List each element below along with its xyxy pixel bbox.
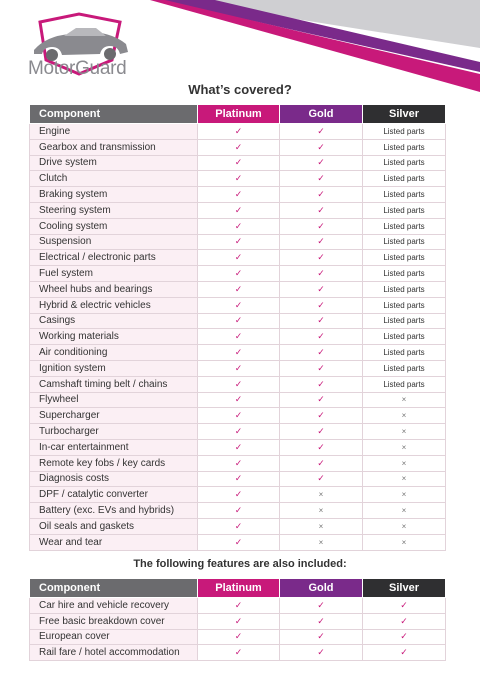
silver-cell: Listed parts <box>363 171 446 187</box>
gold-tick-icon: ✓ <box>280 266 363 282</box>
component-name: Battery (exc. EVs and hybrids) <box>30 503 198 519</box>
column-header-gold: Gold <box>280 105 363 124</box>
column-header-silver: Silver <box>363 105 446 124</box>
component-name: Camshaft timing belt / chains <box>30 376 198 392</box>
gold-tick-icon: ✓ <box>280 424 363 440</box>
component-name: Rail fare / hotel accommodation <box>30 645 198 661</box>
table-row <box>30 534 446 550</box>
platinum-tick-icon: ✓ <box>198 503 280 519</box>
silver-tick-icon: ✓ <box>363 645 446 661</box>
table-row <box>30 439 446 455</box>
platinum-tick-icon: ✓ <box>198 187 280 203</box>
gold-tick-icon: ✓ <box>280 313 363 329</box>
gold-tick-icon: ✓ <box>280 645 363 661</box>
silver-cross-icon: × <box>363 518 446 534</box>
covered-title: What’s covered? <box>188 82 292 97</box>
silver-cell: Listed parts <box>363 155 446 171</box>
table-row <box>30 139 446 155</box>
silver-tick-icon: ✓ <box>363 613 446 629</box>
table-row <box>30 124 446 140</box>
gold-tick-icon: ✓ <box>280 171 363 187</box>
table-row <box>30 171 446 187</box>
gold-tick-icon: ✓ <box>280 218 363 234</box>
table-row <box>30 345 446 361</box>
gold-tick-icon: ✓ <box>280 124 363 140</box>
table-row <box>30 455 446 471</box>
table-row <box>30 408 446 424</box>
platinum-tick-icon: ✓ <box>198 281 280 297</box>
platinum-tick-icon: ✓ <box>198 171 280 187</box>
platinum-tick-icon: ✓ <box>198 408 280 424</box>
platinum-tick-icon: ✓ <box>198 345 280 361</box>
component-name: Wheel hubs and bearings <box>30 281 198 297</box>
platinum-tick-icon: ✓ <box>198 329 280 345</box>
gold-cross-icon: × <box>280 487 363 503</box>
column-header-platinum: Platinum <box>198 579 280 598</box>
table-row <box>30 234 446 250</box>
platinum-tick-icon: ✓ <box>198 360 280 376</box>
component-name: Air conditioning <box>30 345 198 361</box>
table-row <box>30 629 446 645</box>
gold-tick-icon: ✓ <box>280 297 363 313</box>
component-name: Diagnosis costs <box>30 471 198 487</box>
silver-cell: Listed parts <box>363 234 446 250</box>
table-row <box>30 487 446 503</box>
silver-cell: Listed parts <box>363 250 446 266</box>
platinum-tick-icon: ✓ <box>198 518 280 534</box>
table-row <box>30 250 446 266</box>
silver-cell: Listed parts <box>363 360 446 376</box>
platinum-tick-icon: ✓ <box>198 297 280 313</box>
column-header-component: Component <box>30 579 198 598</box>
component-name: Engine <box>30 124 198 140</box>
silver-cell: Listed parts <box>363 281 446 297</box>
column-header-platinum: Platinum <box>198 105 280 124</box>
table-row <box>30 645 446 661</box>
platinum-tick-icon: ✓ <box>198 250 280 266</box>
platinum-tick-icon: ✓ <box>198 202 280 218</box>
silver-cell: Listed parts <box>363 218 446 234</box>
component-name: Casings <box>30 313 198 329</box>
component-name: Flywheel <box>30 392 198 408</box>
component-name: Remote key fobs / key cards <box>30 455 198 471</box>
silver-cross-icon: × <box>363 408 446 424</box>
component-name: Clutch <box>30 171 198 187</box>
gold-tick-icon: ✓ <box>280 155 363 171</box>
component-name: Car hire and vehicle recovery <box>30 598 198 614</box>
also-included-table <box>29 578 446 661</box>
gold-cross-icon: × <box>280 534 363 550</box>
table-row <box>30 313 446 329</box>
gold-tick-icon: ✓ <box>280 139 363 155</box>
silver-cross-icon: × <box>363 487 446 503</box>
table-row <box>30 424 446 440</box>
table-row <box>30 518 446 534</box>
platinum-tick-icon: ✓ <box>198 455 280 471</box>
silver-cross-icon: × <box>363 439 446 455</box>
platinum-tick-icon: ✓ <box>198 376 280 392</box>
component-name: DPF / catalytic converter <box>30 487 198 503</box>
platinum-tick-icon: ✓ <box>198 218 280 234</box>
platinum-tick-icon: ✓ <box>198 439 280 455</box>
table-row <box>30 155 446 171</box>
silver-cell: Listed parts <box>363 266 446 282</box>
silver-cell: Listed parts <box>363 187 446 203</box>
platinum-tick-icon: ✓ <box>198 598 280 614</box>
gold-cross-icon: × <box>280 503 363 519</box>
platinum-tick-icon: ✓ <box>198 124 280 140</box>
gold-tick-icon: ✓ <box>280 281 363 297</box>
silver-tick-icon: ✓ <box>363 598 446 614</box>
platinum-tick-icon: ✓ <box>198 471 280 487</box>
component-name: Hybrid & electric vehicles <box>30 297 198 313</box>
silver-cell: Listed parts <box>363 376 446 392</box>
platinum-tick-icon: ✓ <box>198 139 280 155</box>
platinum-tick-icon: ✓ <box>198 534 280 550</box>
silver-cell: Listed parts <box>363 329 446 345</box>
component-name: Fuel system <box>30 266 198 282</box>
gold-tick-icon: ✓ <box>280 408 363 424</box>
table-row <box>30 360 446 376</box>
silver-cross-icon: × <box>363 392 446 408</box>
platinum-tick-icon: ✓ <box>198 313 280 329</box>
brand-name: MotorGuard <box>28 58 127 79</box>
component-name: Working materials <box>30 329 198 345</box>
gold-tick-icon: ✓ <box>280 598 363 614</box>
silver-cross-icon: × <box>363 534 446 550</box>
component-name: European cover <box>30 629 198 645</box>
table-row <box>30 202 446 218</box>
platinum-tick-icon: ✓ <box>198 645 280 661</box>
silver-cross-icon: × <box>363 424 446 440</box>
component-name: Ignition system <box>30 360 198 376</box>
table-row <box>30 392 446 408</box>
platinum-tick-icon: ✓ <box>198 424 280 440</box>
gold-tick-icon: ✓ <box>280 439 363 455</box>
silver-cell: Listed parts <box>363 345 446 361</box>
table-row <box>30 297 446 313</box>
component-name: Turbocharger <box>30 424 198 440</box>
gold-tick-icon: ✓ <box>280 329 363 345</box>
table-row <box>30 503 446 519</box>
platinum-tick-icon: ✓ <box>198 613 280 629</box>
table-row <box>30 613 446 629</box>
component-name: Wear and tear <box>30 534 198 550</box>
gold-tick-icon: ✓ <box>280 471 363 487</box>
component-name: In-car entertainment <box>30 439 198 455</box>
gold-tick-icon: ✓ <box>280 376 363 392</box>
table-row <box>30 376 446 392</box>
column-header-gold: Gold <box>280 579 363 598</box>
gold-tick-icon: ✓ <box>280 392 363 408</box>
silver-tick-icon: ✓ <box>363 629 446 645</box>
gold-cross-icon: × <box>280 518 363 534</box>
silver-cell: Listed parts <box>363 124 446 140</box>
table-row <box>30 218 446 234</box>
gold-tick-icon: ✓ <box>280 250 363 266</box>
table-row <box>30 329 446 345</box>
gold-tick-icon: ✓ <box>280 202 363 218</box>
gold-tick-icon: ✓ <box>280 187 363 203</box>
silver-cell: Listed parts <box>363 139 446 155</box>
component-name: Braking system <box>30 187 198 203</box>
silver-cross-icon: × <box>363 455 446 471</box>
silver-cross-icon: × <box>363 503 446 519</box>
silver-cell: Listed parts <box>363 297 446 313</box>
silver-cell: Listed parts <box>363 313 446 329</box>
gold-tick-icon: ✓ <box>280 360 363 376</box>
component-name: Gearbox and transmission <box>30 139 198 155</box>
component-name: Free basic breakdown cover <box>30 613 198 629</box>
table-row <box>30 598 446 614</box>
silver-cross-icon: × <box>363 471 446 487</box>
platinum-tick-icon: ✓ <box>198 487 280 503</box>
component-name: Steering system <box>30 202 198 218</box>
silver-cell: Listed parts <box>363 202 446 218</box>
covered-table <box>29 104 446 551</box>
gold-tick-icon: ✓ <box>280 455 363 471</box>
gold-tick-icon: ✓ <box>280 613 363 629</box>
platinum-tick-icon: ✓ <box>198 266 280 282</box>
table-row <box>30 187 446 203</box>
also-included-title: The following features are also included: <box>133 558 347 570</box>
gold-tick-icon: ✓ <box>280 345 363 361</box>
gold-tick-icon: ✓ <box>280 629 363 645</box>
platinum-tick-icon: ✓ <box>198 234 280 250</box>
component-name: Oil seals and gaskets <box>30 518 198 534</box>
column-header-component: Component <box>30 105 198 124</box>
column-header-silver: Silver <box>363 579 446 598</box>
component-name: Drive system <box>30 155 198 171</box>
component-name: Suspension <box>30 234 198 250</box>
platinum-tick-icon: ✓ <box>198 392 280 408</box>
table-row <box>30 281 446 297</box>
component-name: Electrical / electronic parts <box>30 250 198 266</box>
gold-tick-icon: ✓ <box>280 234 363 250</box>
table-row <box>30 471 446 487</box>
component-name: Cooling system <box>30 218 198 234</box>
table-row <box>30 266 446 282</box>
platinum-tick-icon: ✓ <box>198 629 280 645</box>
platinum-tick-icon: ✓ <box>198 155 280 171</box>
component-name: Supercharger <box>30 408 198 424</box>
